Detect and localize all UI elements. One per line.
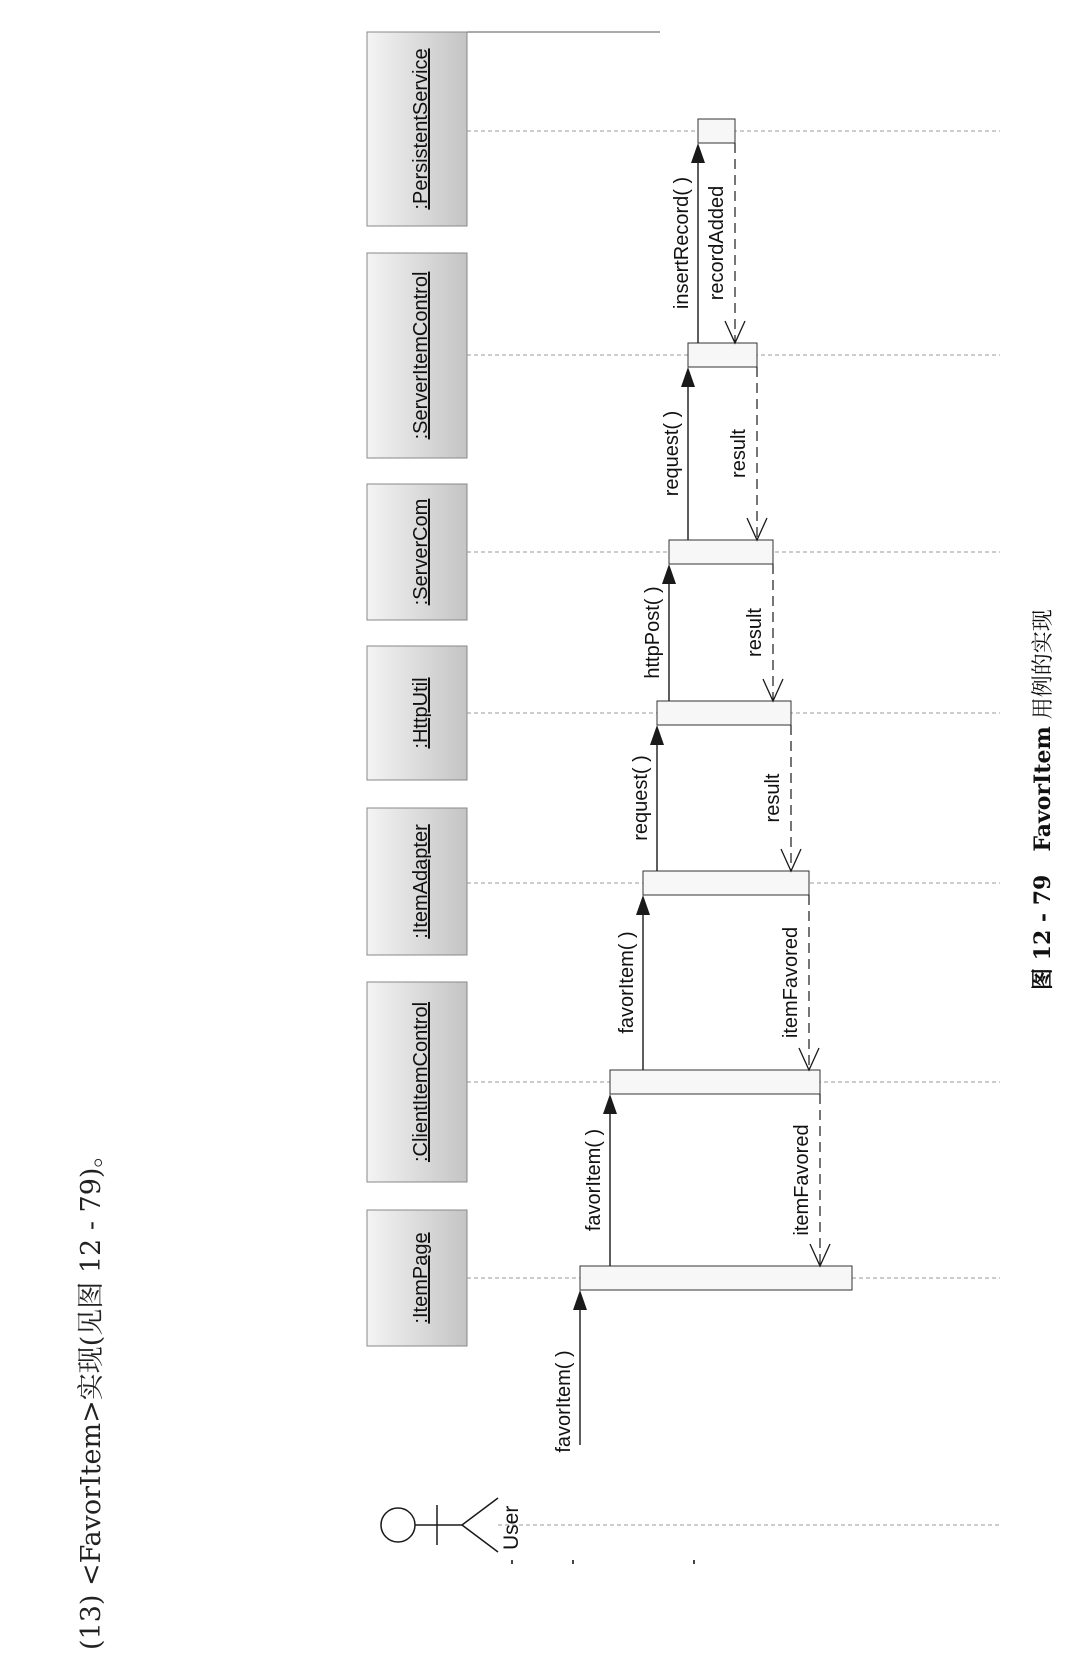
message-m7	[671, 143, 705, 343]
activation-persistentService	[698, 119, 735, 143]
activation-itemPage	[580, 1266, 852, 1290]
message-label: favorItem( )	[553, 1350, 575, 1453]
actor-label: User	[500, 1505, 523, 1550]
activation-serverItemControl	[688, 343, 757, 367]
arrowhead-filled	[691, 143, 705, 163]
message-m9	[728, 367, 767, 540]
messages-group	[553, 143, 830, 1453]
arrowhead-filled	[573, 1290, 587, 1310]
activation-itemAdapter	[643, 871, 809, 895]
message-label: itemFavored	[791, 1124, 813, 1236]
message-m4	[630, 725, 664, 871]
activation-httpUtil	[657, 701, 791, 725]
message-label: result	[762, 773, 784, 823]
lifeline-label: :ItemPage	[410, 1232, 432, 1324]
message-label: request( )	[661, 410, 683, 497]
arrowhead-filled	[681, 367, 695, 387]
lifeline-label: :ServerItemControl	[410, 271, 432, 440]
message-label: recordAdded	[706, 185, 728, 301]
message-m12	[780, 895, 819, 1070]
lifeline-label: :ClientItemControl	[410, 1001, 432, 1163]
message-m2	[583, 1094, 617, 1266]
message-label: favorItem( )	[583, 1128, 605, 1232]
lifeline-label: :ServerCom	[410, 498, 432, 606]
arrowhead-filled	[650, 725, 664, 745]
message-label: insertRecord( )	[671, 176, 693, 310]
arrowhead-filled	[662, 564, 676, 584]
message-m8	[706, 143, 745, 343]
message-m10	[744, 564, 783, 701]
lifeline-label: :HttpUtil	[410, 677, 432, 749]
activation-clientItemControl	[610, 1070, 820, 1094]
caption-prefix: 图 12 - 79	[1030, 874, 1056, 990]
message-label: result	[744, 608, 766, 657]
arrowhead-filled	[636, 895, 650, 915]
intro-text: (13) <FavorItem>实现(见图 12 - 79)。	[76, 1140, 107, 1650]
lifeline-label: :PersistentService	[410, 48, 432, 210]
message-m5	[642, 564, 676, 701]
caption-suffix: 用例的实现	[1031, 609, 1056, 720]
message-label: httpPost( )	[642, 586, 664, 679]
message-label: favorItem( )	[616, 931, 638, 1034]
message-m1	[553, 1290, 587, 1453]
stick-figure-icon	[381, 1498, 498, 1552]
arrowhead-filled	[603, 1094, 617, 1114]
message-m13	[791, 1094, 830, 1266]
message-m6	[661, 367, 695, 540]
message-label: result	[728, 429, 750, 478]
caption-name: FavorItem	[1030, 726, 1056, 852]
message-label: request( )	[630, 755, 652, 841]
message-m3	[616, 895, 650, 1070]
message-m11	[762, 725, 801, 871]
figure-caption	[1030, 609, 1056, 990]
activation-serverCom	[669, 540, 773, 564]
message-label: itemFavored	[780, 926, 802, 1039]
lifeline-label: :ItemAdapter	[410, 824, 432, 939]
